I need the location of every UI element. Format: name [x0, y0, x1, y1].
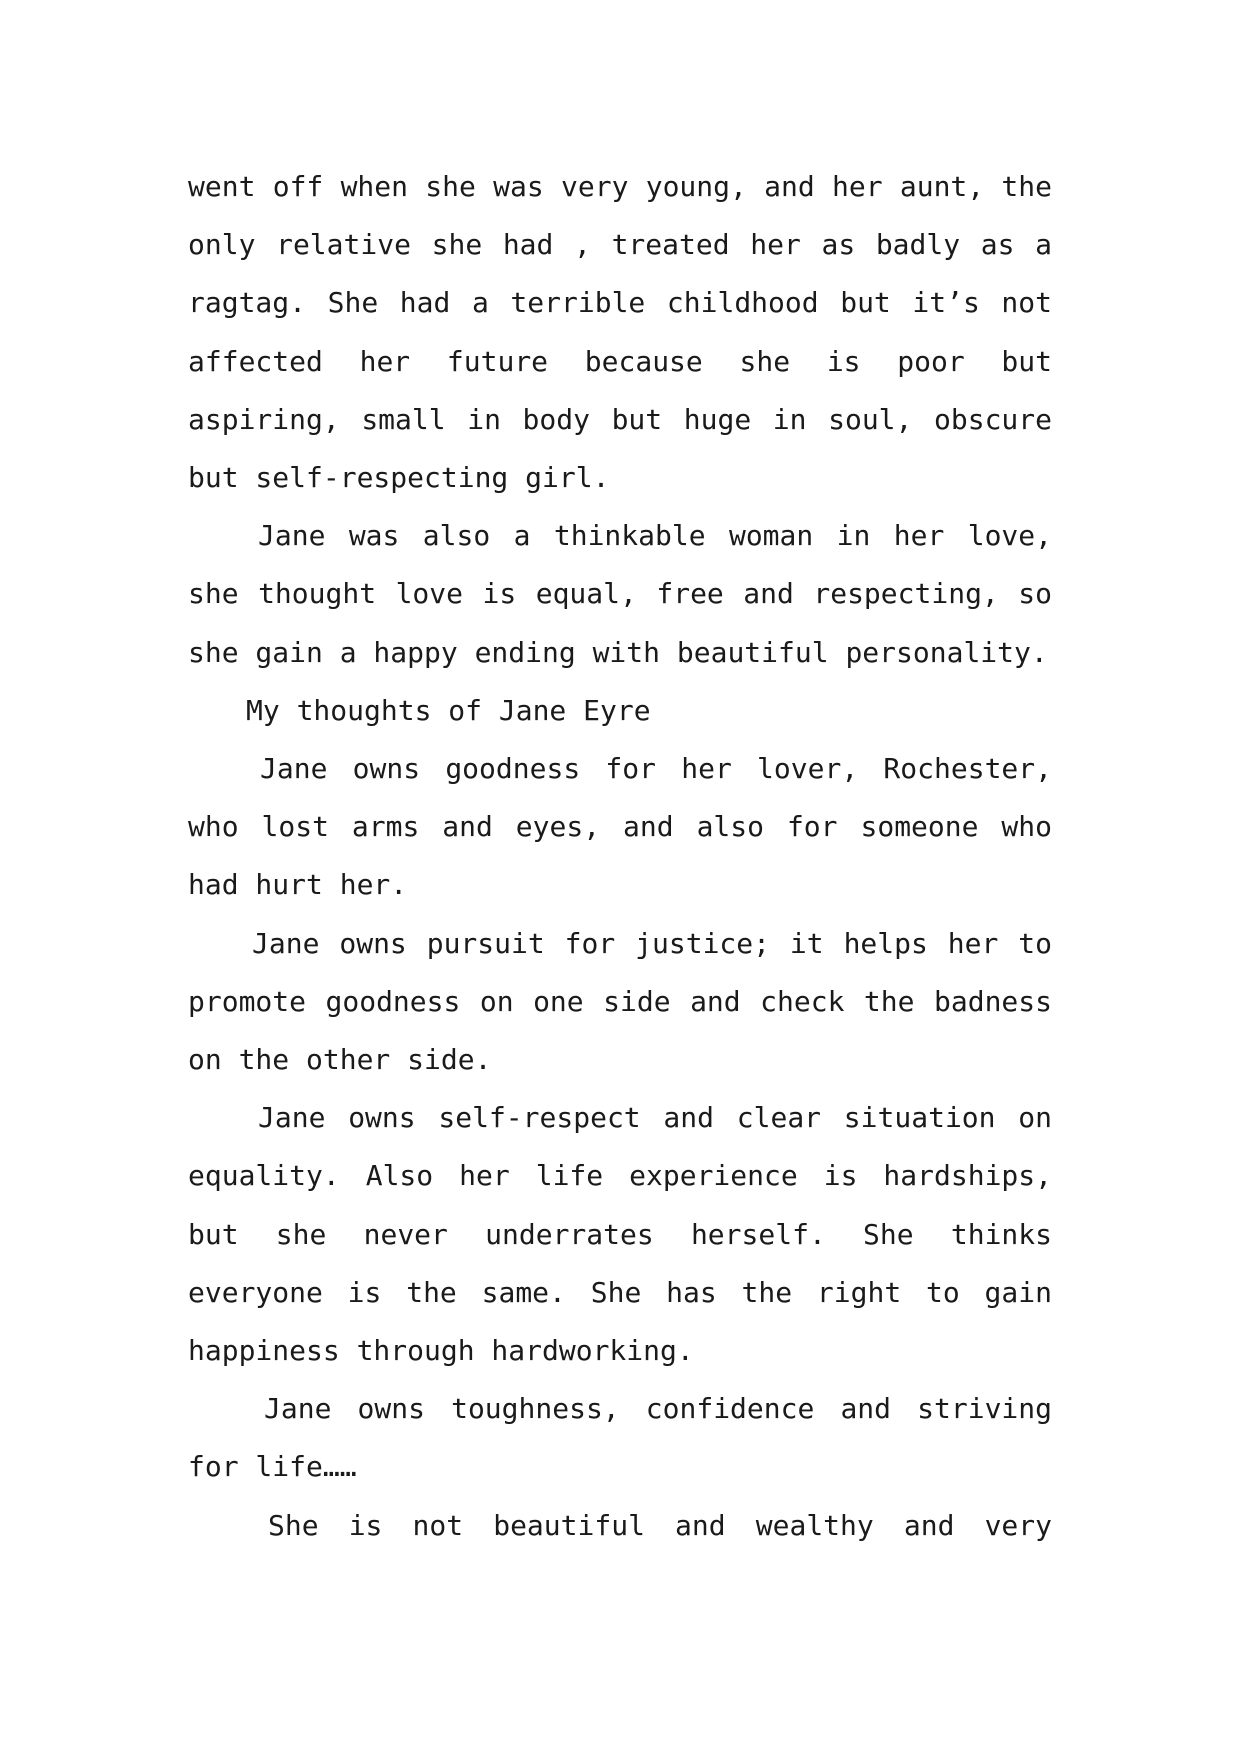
paragraph-justice — [188, 915, 1052, 1090]
text-line: she thought love is equal, free and respecting, so — [188, 577, 1052, 611]
paragraph-toughness — [188, 1380, 1052, 1496]
text-line: Jane owns toughness, confidence and striving — [264, 1392, 1052, 1426]
body-text — [188, 158, 1052, 1555]
text-line: on the other side. — [188, 1043, 492, 1077]
text-line: affected her future because she is poor but — [188, 344, 1052, 378]
text-line: promote goodness on one side and check the badness — [188, 984, 1052, 1018]
paragraph-goodness — [188, 740, 1052, 915]
text-line: went off when she was very young, and her aunt, the — [188, 170, 1052, 203]
text-line: who lost arms and eyes, and also for someone who — [188, 810, 1052, 844]
text-line: but she never underrates herself. She thinks — [188, 1217, 1052, 1251]
text-line: only relative she had , treated her as badly as a — [188, 228, 1052, 262]
paragraph-continued — [188, 158, 1052, 507]
text-line: aspiring, small in body but huge in soul, obscure — [188, 402, 1052, 436]
text-line: happiness through hardworking. — [188, 1334, 694, 1368]
text-line: for life…… — [188, 1450, 357, 1484]
text-line: She is not beautiful and wealthy and very — [268, 1508, 1052, 1542]
heading-line: My thoughts of Jane Eyre — [246, 693, 651, 727]
text-line: she gain a happy ending with beautiful personality. — [188, 635, 1048, 669]
section-heading — [188, 682, 1052, 740]
paragraph-love — [188, 507, 1052, 682]
text-line: Jane owns self-respect and clear situation on — [258, 1101, 1052, 1135]
text-line: Jane was also a thinkable woman in her love, — [258, 519, 1052, 553]
paragraph-not-beautiful — [188, 1497, 1052, 1555]
text-line: Jane owns goodness for her lover, Rochester, — [260, 752, 1052, 786]
text-line: had hurt her. — [188, 868, 408, 902]
text-line: everyone is the same. She has the right to gain — [188, 1275, 1052, 1309]
text-line: but self-respecting girl. — [188, 461, 610, 495]
text-line: equality. Also her life experience is hardships, — [188, 1159, 1052, 1193]
text-line: Jane owns pursuit for justice; it helps her to — [252, 926, 1052, 960]
text-line: ragtag. She had a terrible childhood but it’s not — [188, 286, 1052, 320]
paragraph-self-respect — [188, 1089, 1052, 1380]
